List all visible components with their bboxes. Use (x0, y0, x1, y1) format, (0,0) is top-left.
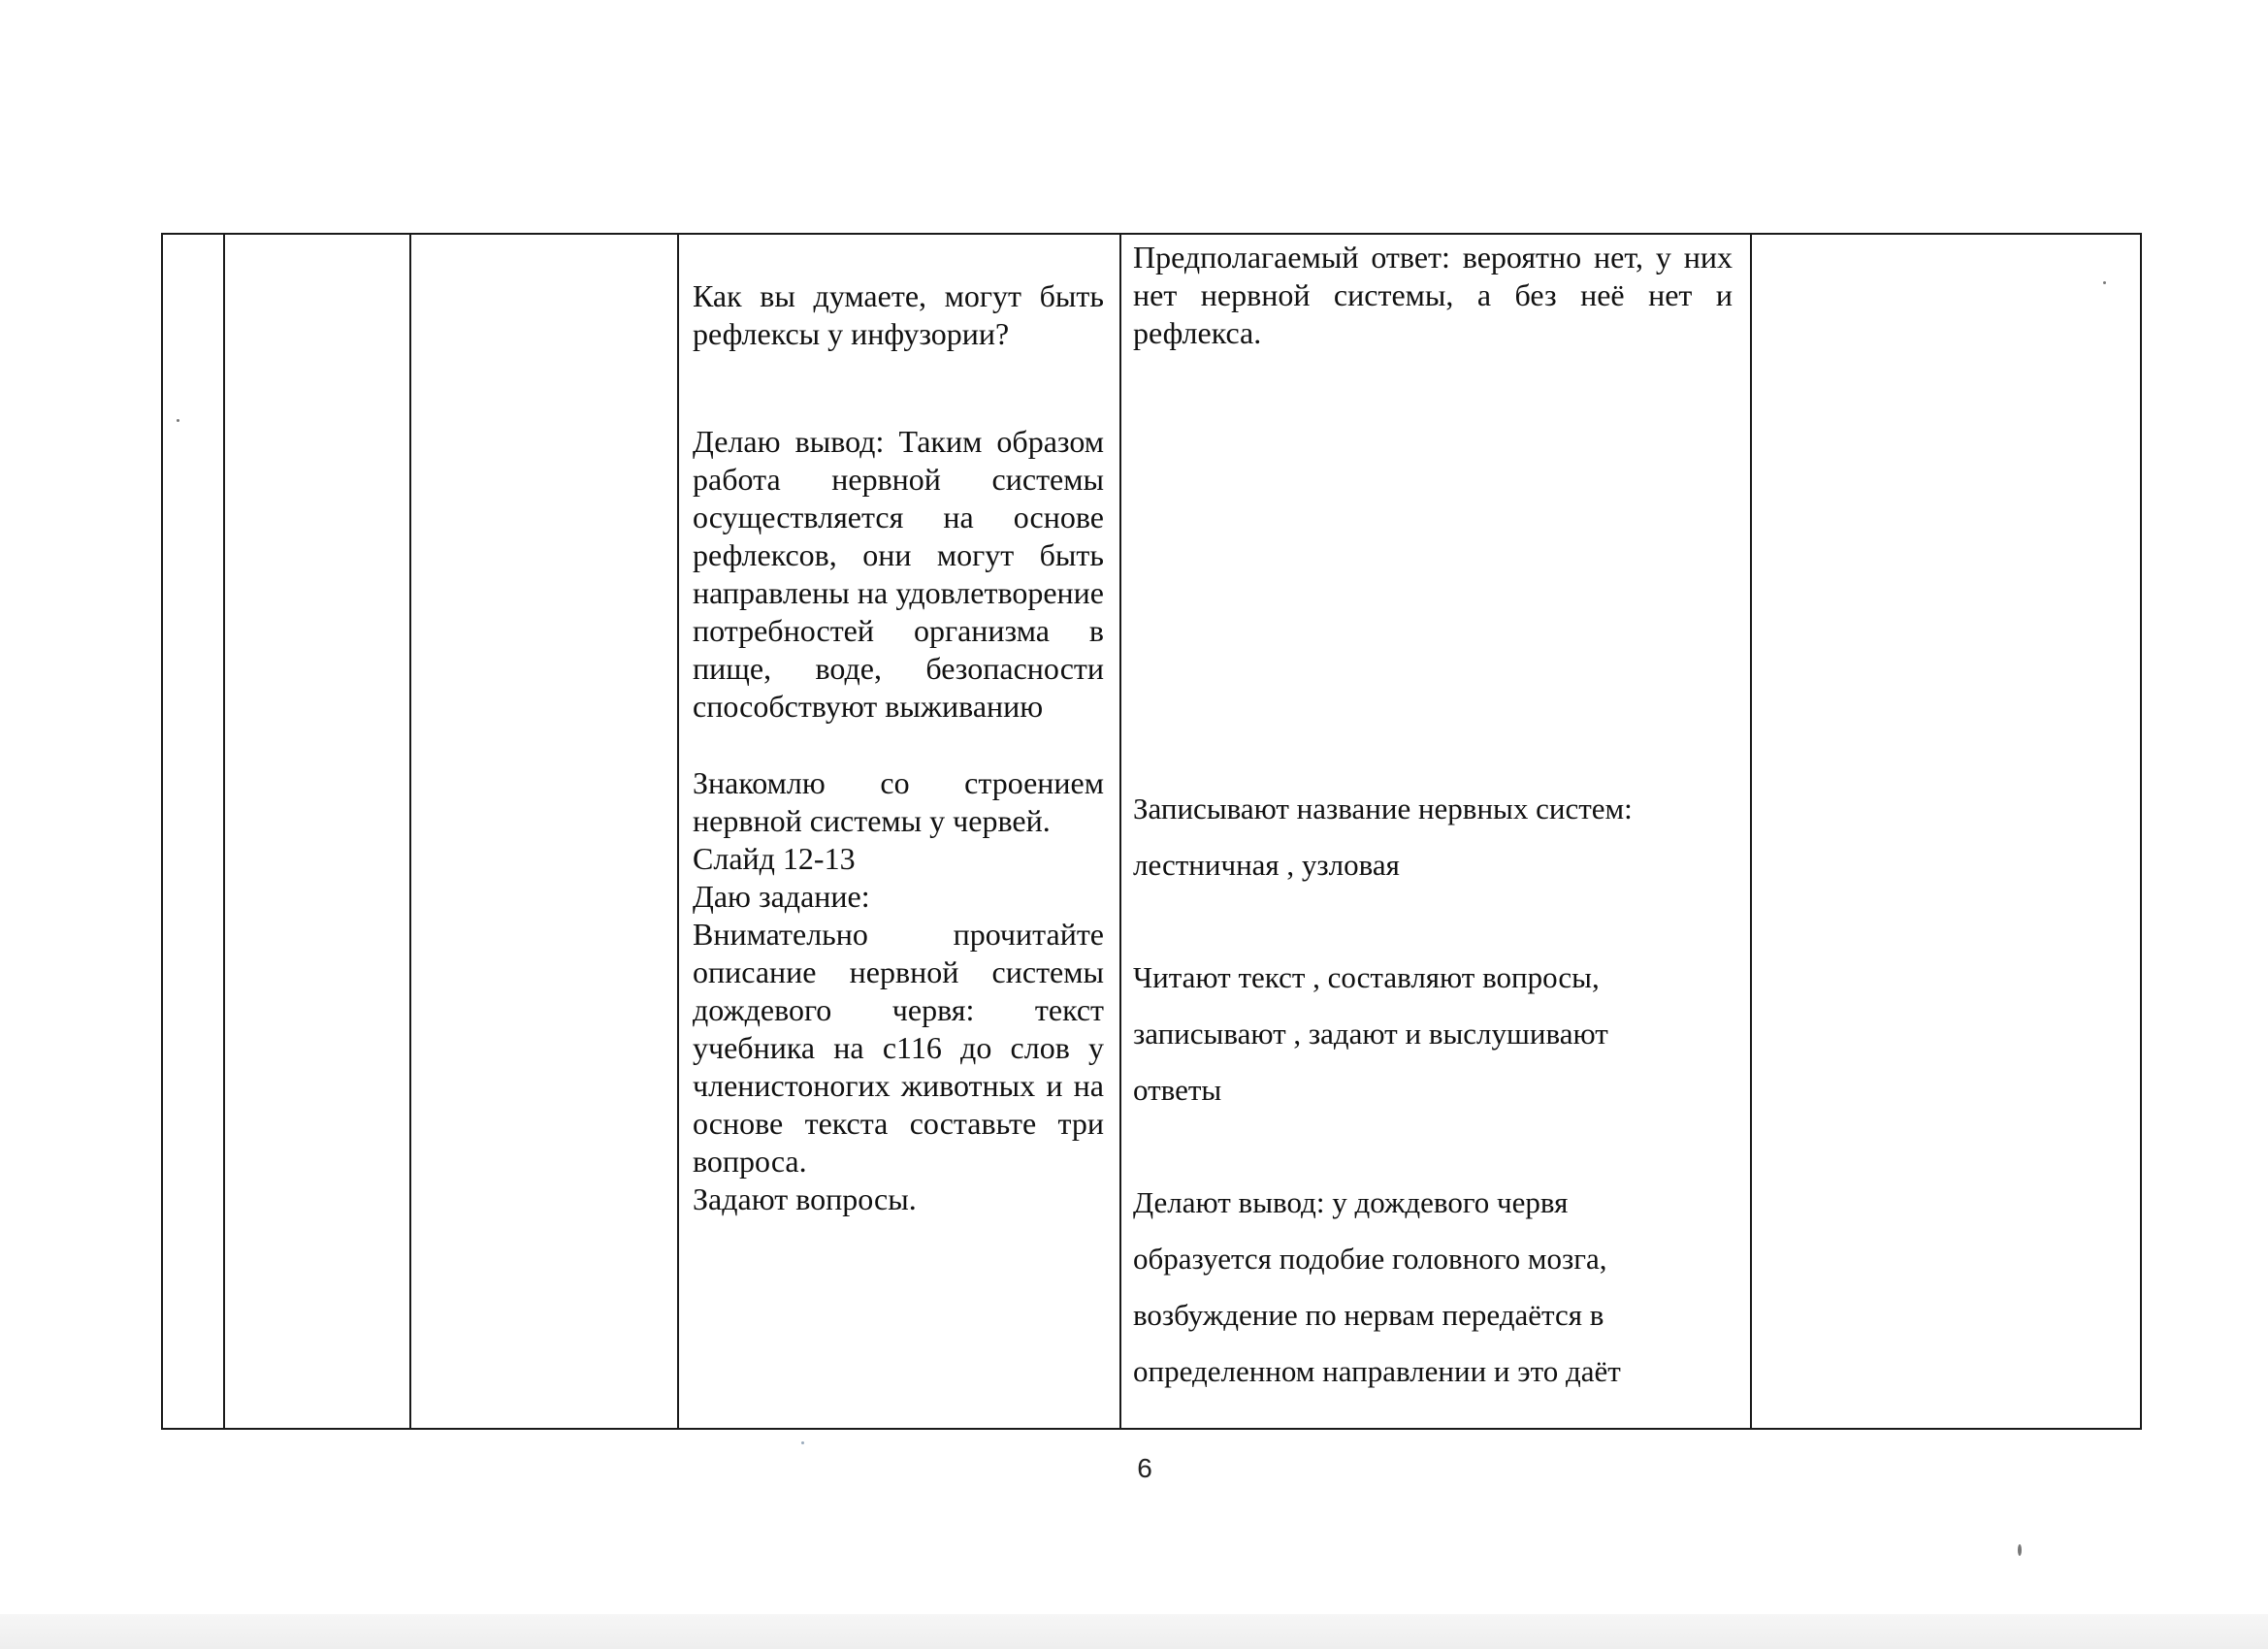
student-line: Делают вывод: у дождевого червя (1133, 1185, 1569, 1219)
student-line: определенном направлении и это даёт (1133, 1354, 1621, 1388)
table-cell-empty-6 (1751, 234, 2141, 1429)
teacher-slide-text: Слайд 12-13 (693, 841, 856, 876)
student-line: образуется подобие головного мозга, (1133, 1242, 1607, 1276)
student-line: лестничная , узловая (1133, 848, 1400, 882)
scan-speck (2103, 281, 2106, 284)
scan-speck (801, 1441, 804, 1444)
table-row (162, 234, 2141, 1429)
student-expected-answer: Предполагаемый ответ: вероятно нет, у них нет нервной системы, а без неё нет и рефлекса. (1133, 240, 1733, 350)
student-line: возбуждение по нервам передаётся в (1133, 1298, 1604, 1332)
teacher-question-text: Как вы думаете, могут быть рефлексы у инфузории? (693, 278, 1104, 351)
table-cell-empty-2 (224, 234, 410, 1429)
table-cell-empty-3 (410, 234, 678, 1429)
scan-bottom-edge (0, 1614, 2268, 1649)
teacher-task-text: Внимательно прочитайте описание нервной системы дождевого червя: текст учебника на с116 до слов у членистоногих животных и на основе текста составьте три вопроса. (693, 917, 1104, 1179)
student-activity-cell (1120, 234, 1751, 1429)
table-cell-empty-1 (162, 234, 224, 1429)
scan-speck (177, 419, 179, 422)
teacher-task-label: Даю задание: (693, 879, 870, 914)
student-line: ответы (1133, 1073, 1222, 1107)
teacher-questions-text: Задают вопросы. (693, 1181, 917, 1216)
student-line: записывают , задают и выслушивают (1133, 1017, 1608, 1051)
page-number: 6 (1137, 1453, 1152, 1483)
student-line: Записывают название нервных систем: (1133, 792, 1633, 825)
teacher-activity-cell (678, 234, 1120, 1429)
lesson-plan-table (161, 233, 2142, 1430)
teacher-conclusion-text: Делаю вывод: Таким образом работа нервной системы осуществляется на основе рефлексов, они могут быть направлены на удовлетворение потребностей организма в пище, воде, безопасности способствуют выживанию (693, 424, 1104, 724)
teacher-intro-text: Знакомлю со строением нервной системы у червей. (693, 765, 1104, 838)
student-line: Читают текст , составляют вопросы, (1133, 960, 1600, 994)
student-activity-list (1133, 781, 1733, 1400)
scan-speck (2018, 1544, 2022, 1556)
